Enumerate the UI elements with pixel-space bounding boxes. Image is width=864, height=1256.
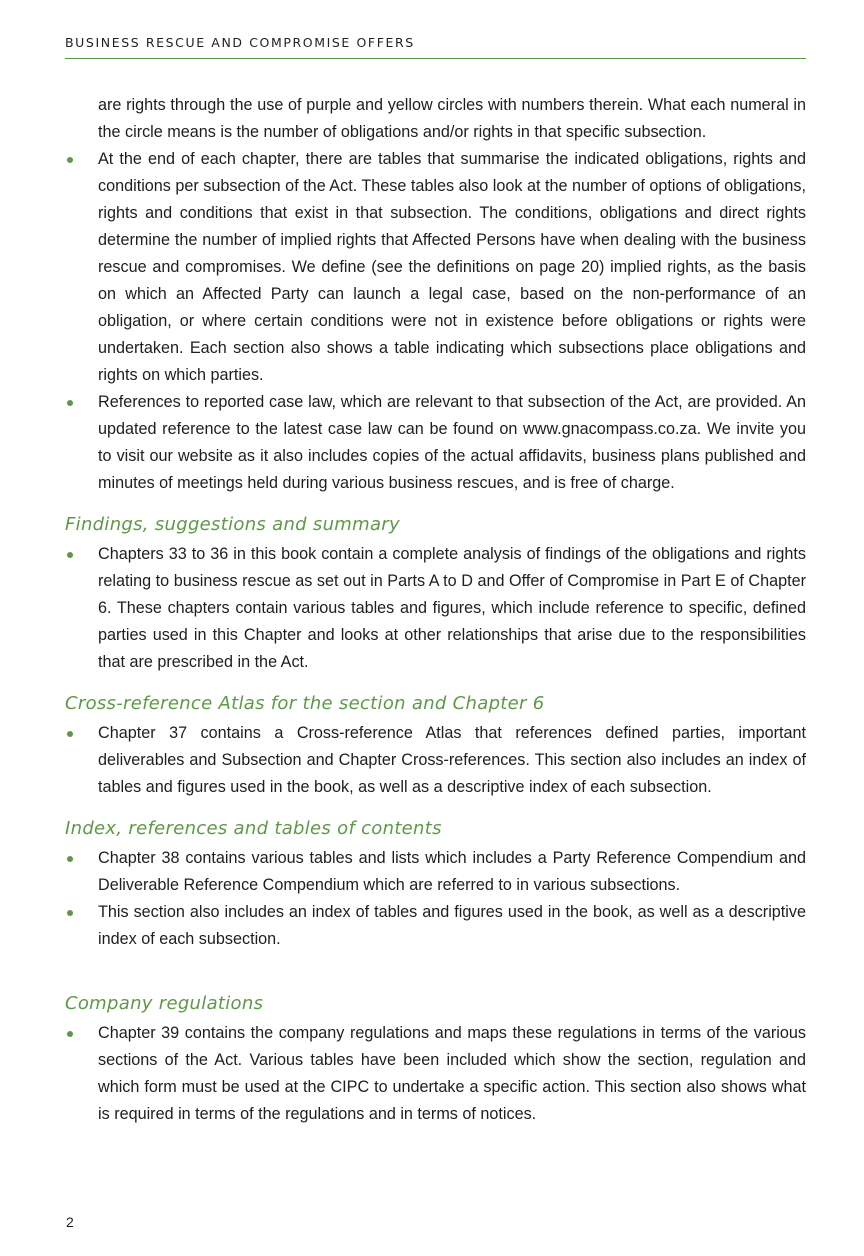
list-item [65,899,806,953]
page-number: 2 [66,1214,74,1230]
list-item-text: Chapter 38 contains various tables and lists which includes a Party Reference Compendium and Deliverable Reference Compendium which are referred to in various subsections. [98,849,806,894]
section-heading-findings: Findings, suggestions and summary [65,514,400,535]
section-heading-index-references: Index, references and tables of contents [65,818,442,839]
bullet-icon [67,157,73,163]
list-item-text: Chapters 33 to 36 in this book contain a complete analysis of findings of the obligations and rights relating to business rescue as set out in Parts A to D and Offer of Compromise in Part E of Chapter 6. These chapters contain various tables and figures, which include reference to specific, defined parties used in this Chapter and looks at other relationships that arise due to the responsibilities that are prescribed in the Act. [98,545,806,671]
findings-bullet-list [65,541,806,676]
list-item [65,845,806,899]
bullet-icon [67,856,73,862]
section-heading-company-regulations: Company regulations [65,993,264,1014]
list-item [65,541,806,676]
bullet-icon [67,400,73,406]
continuation-paragraph: are rights through the use of purple and yellow circles with numbers therein. What each numeral in the circle means is the number of obligations and/or rights in that specific subsection. [98,96,806,141]
header-rule [65,58,806,59]
index-bullet-list [65,845,806,953]
bullet-icon [67,731,73,737]
list-item-text: References to reported case law, which are relevant to that subsection of the Act, are provided. An updated reference to the latest case law can be found on www.gnacompass.co.za. We invite you to visit our website as it also includes copies of the actual affidavits, business plans published and minutes of meetings held during various business rescues, and is free of charge. [98,393,806,492]
page-content [65,92,806,1128]
list-item-text: Chapter 39 contains the company regulations and maps these regulations in terms of the various sections of the Act. Various tables have been included which show the section, regulation and which form must be used at the CIPC to undertake a specific action. This section also shows what is required in terms of the regulations and in terms of notices. [98,1024,806,1123]
bullet-icon [67,1031,73,1037]
list-item-text: This section also includes an index of tables and figures used in the book, as well as a descriptive index of each subsection. [98,903,806,948]
bullet-icon [67,910,73,916]
list-item [65,146,806,389]
regulations-bullet-list [65,1020,806,1128]
list-item [65,720,806,801]
list-item-text: At the end of each chapter, there are tables that summarise the indicated obligations, rights and conditions per subsection of the Act. These tables also look at the number of options of obligations, rights and conditions that exist in that subsection. The conditions, obligations and direct rights determine the number of implied rights that Affected Persons have when dealing with the business rescue and compromises. We define (see the definitions on page 20) implied rights, as the basis on which an Affected Party can launch a legal case, based on the non-performance of an obligation, or where certain conditions were not in existence before obligations or rights were undertaken. Each section also shows a table indicating which subsections place obligations and rights on which parties. [98,150,806,384]
atlas-bullet-list [65,720,806,801]
list-item-text: Chapter 37 contains a Cross-reference Atlas that references defined parties, important deliverables and Subsection and Chapter Cross-references. This section also includes an index of tables and figures used in the book, as well as a descriptive index of each subsection. [98,724,806,796]
running-header: BUSINESS RESCUE AND COMPROMISE OFFERS [65,35,415,50]
list-item [65,1020,806,1128]
list-item [65,389,806,497]
section-heading-cross-reference-atlas: Cross-reference Atlas for the section and Chapter 6 [65,693,545,714]
intro-bullet-list [65,146,806,497]
bullet-icon [67,552,73,558]
